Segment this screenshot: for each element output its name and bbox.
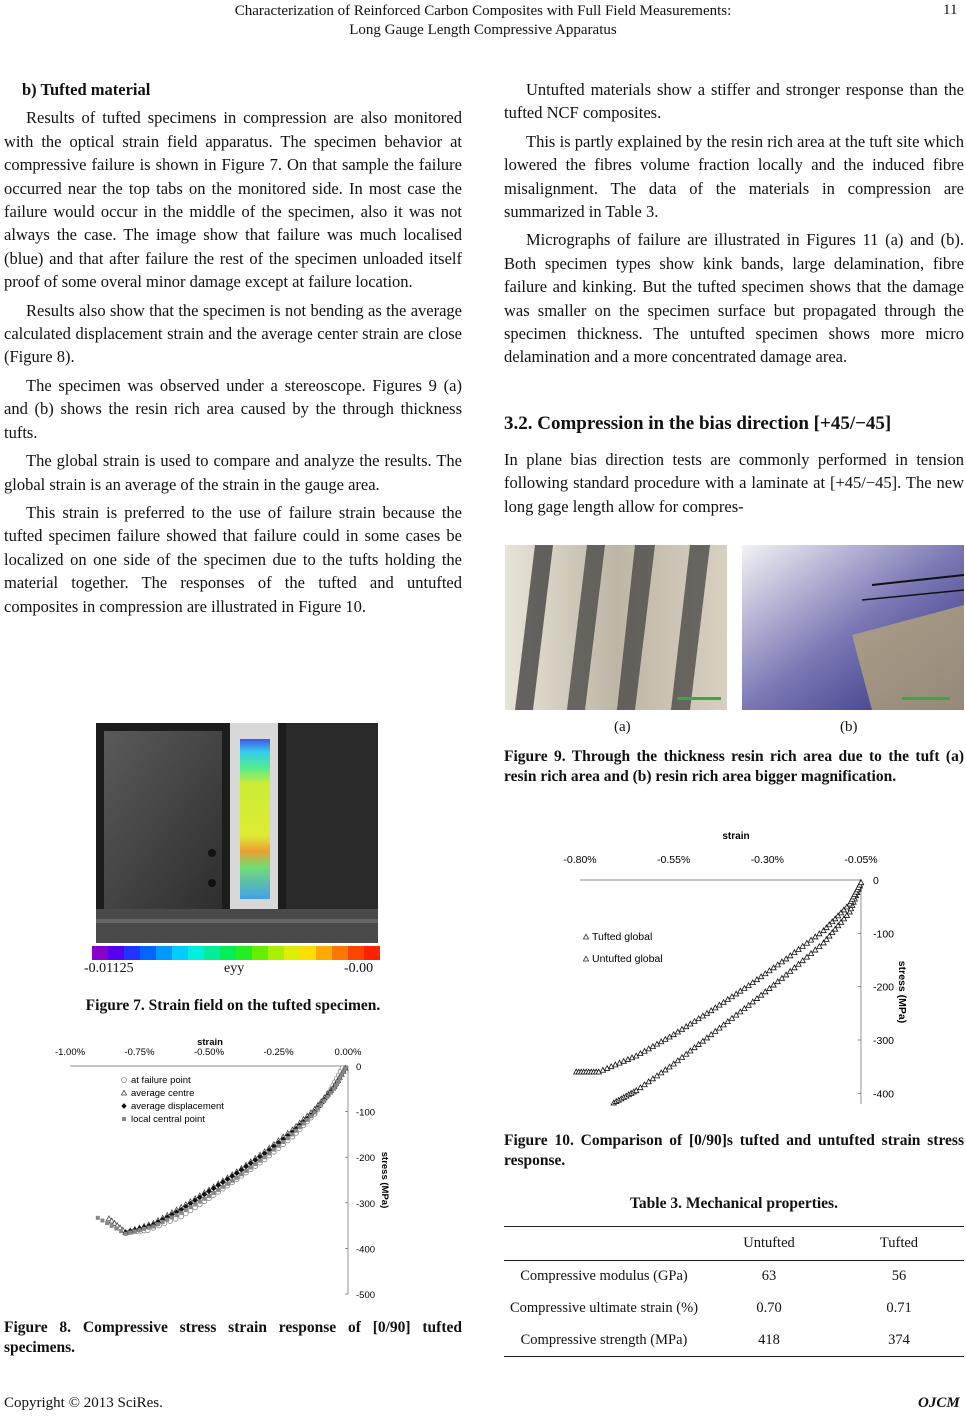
x-tick-label: 0.00% — [334, 1047, 362, 1058]
data-point — [133, 1229, 137, 1233]
table-row — [504, 1325, 964, 1357]
data-point — [221, 1185, 225, 1189]
y-tick-label: 0 — [356, 1062, 362, 1073]
figure7-caption: Figure 7. Strain field on the tufted specimen. — [85, 997, 381, 1014]
data-point — [165, 1218, 169, 1222]
figure9a-label: (a) — [614, 719, 631, 735]
x-tick-label: -0.25% — [263, 1047, 294, 1058]
data-point — [216, 1188, 220, 1192]
data-point — [122, 1103, 127, 1108]
data-point — [322, 1099, 326, 1103]
table-cell: Compressive strength (MPa) — [520, 1331, 688, 1348]
data-point — [316, 1107, 320, 1111]
footer-journal: OJCM — [918, 1395, 960, 1411]
legend-entry: Untufted global — [592, 953, 663, 965]
table-cell: Compressive modulus (GPa) — [520, 1268, 688, 1285]
figure8-chart — [54, 1036, 400, 1302]
data-point — [121, 1090, 126, 1095]
y-tick-label: -200 — [873, 981, 895, 994]
color-scale-bar — [92, 946, 380, 960]
data-point — [858, 880, 863, 885]
paragraph: Untufted materials show a stiffer and stronger response than the tufted NCF composites. — [504, 80, 964, 123]
y-axis-label: stress (MPa) — [896, 960, 908, 1024]
x-tick-label: -0.80% — [563, 854, 597, 866]
data-point — [305, 1118, 309, 1122]
paragraph: Results also show that the specimen is not bending as the average calculated displacement strain and the average center strain are close (Figure 8). — [4, 300, 462, 367]
x-tick-label: -0.50% — [193, 1047, 225, 1058]
table3-caption: Table 3. Mechanical properties. — [630, 1195, 838, 1212]
paragraph: This strain is preferred to the use of failure strain because the tufted specimen failure showed that failure could in some cases be localized on one side of the specimen due to the tufts holding the material together. The responses of the tufted and untufted composites in compression are illustrated in Figure 10. — [4, 502, 462, 616]
data-point — [96, 1216, 100, 1220]
table-header-row — [504, 1227, 964, 1261]
table-cell: 63 — [761, 1268, 777, 1285]
table-header-cell: Tufted — [879, 1235, 919, 1251]
figure10-caption: Figure 10. Comparison of [0/90]s tufted and untufted strain stress response. — [504, 1132, 964, 1169]
table3 — [504, 1226, 964, 1357]
left-column — [4, 78, 462, 623]
data-point — [184, 1208, 188, 1212]
data-point — [175, 1213, 179, 1217]
data-point — [188, 1205, 192, 1209]
y-tick-label: -100 — [873, 928, 895, 941]
data-point — [309, 1114, 313, 1118]
figure9-caption: Figure 9. Through the thickness resin rich area due to the tuft (a) resin rich area and (b) resin rich area bigger magnification. — [504, 748, 964, 785]
data-point — [128, 1231, 132, 1235]
figure9b-micrograph — [742, 545, 964, 710]
data-point — [110, 1224, 114, 1228]
data-point — [583, 956, 588, 961]
table-cell: 0.71 — [886, 1300, 912, 1316]
data-point — [253, 1162, 257, 1166]
y-axis-label: stress (MPa) — [379, 1151, 390, 1209]
y-tick-label: -400 — [873, 1088, 895, 1101]
data-point — [122, 1078, 127, 1083]
legend-entry: local central point — [131, 1114, 205, 1125]
data-point — [249, 1165, 253, 1169]
x-tick-label: -0.75% — [124, 1047, 155, 1058]
x-tick-label: -1.00% — [54, 1047, 86, 1058]
right-column-top — [504, 78, 964, 374]
figure7-photo — [96, 723, 378, 943]
table-header-cell — [504, 1227, 704, 1261]
data-point — [338, 1077, 342, 1081]
paragraph: This is partly explained by the resin rich area at the tuft site which lowered the fibres volume fraction locally and the induced fibre misalignment. The data of the materials in compression are summarized in Table 3. — [504, 131, 964, 222]
data-point — [138, 1228, 142, 1232]
data-point — [286, 1136, 290, 1140]
figure9a-micrograph — [505, 545, 727, 710]
data-point — [105, 1221, 109, 1225]
table-cell: 0.70 — [756, 1300, 782, 1316]
data-point — [161, 1220, 165, 1224]
paragraph: In plane bias direction tests are commonly performed in tension following standard procedure with a laminate at [+45/−45]. The new long gage length allow for compres- — [504, 450, 964, 516]
data-point — [122, 1117, 126, 1121]
data-point — [179, 1211, 183, 1215]
figure10-chart — [556, 824, 926, 1114]
y-tick-label: -500 — [356, 1290, 376, 1301]
data-point — [119, 1229, 123, 1233]
data-point — [198, 1200, 202, 1204]
data-point — [298, 1125, 302, 1129]
data-point — [267, 1151, 271, 1155]
data-point — [332, 1087, 336, 1091]
paragraph: Results of tufted specimens in compression are also monitored with the optical strain field apparatus. The specimen behavior at compressive failure is shown in Figure 7. On that sample the failure occurred near the top tabs on the monitored side. In most case the failure would occur in the middle of the specimen, also it was not always the case. The image show that failure was much localised (blue) and that after failure the rest of the specimen unloaded itself proof of some overal minor damage except at failure location. — [4, 108, 462, 292]
table-row — [504, 1293, 964, 1325]
x-axis-label: strain — [197, 1037, 223, 1048]
table-header-cell: Untufted — [743, 1235, 795, 1251]
data-point — [244, 1169, 248, 1173]
table-cell: 418 — [758, 1331, 780, 1348]
data-point — [290, 1132, 294, 1136]
right-column-mid — [504, 448, 964, 523]
data-point — [326, 1095, 330, 1099]
data-point — [329, 1091, 333, 1095]
y-tick-label: -100 — [356, 1107, 376, 1119]
data-point — [583, 934, 588, 939]
paragraph: The specimen was observed under a stereoscope. Figures 9 (a) and (b) shows the resin rich area caused by the through thickness tufts. — [4, 375, 462, 442]
data-point — [100, 1219, 104, 1223]
x-axis-label: strain — [722, 831, 750, 842]
data-point — [258, 1159, 262, 1163]
data-point — [294, 1129, 298, 1133]
data-point — [313, 1111, 317, 1115]
data-point — [151, 1225, 155, 1229]
section-title-bias: 3.2. Compression in the bias direction [+45/−45] — [504, 413, 892, 434]
data-point — [202, 1197, 206, 1201]
paragraph: Micrographs of failure are illustrated in Figures 11 (a) and (b). Both specimen types show kink bands, large delamination, fibre failure and kinking. But the tufted specimen shows that the damage was smaller on the specimen surface but propagated through the specimen thickness. The untufted specimen shows more micro delamination and a more concentrated damage area. — [504, 230, 964, 367]
y-tick-label: -200 — [356, 1153, 376, 1165]
data-point — [114, 1226, 118, 1230]
scale-min-label: -0.01125 — [84, 961, 134, 976]
data-point — [263, 1155, 267, 1159]
data-point — [239, 1172, 243, 1176]
table-cell: 374 — [888, 1331, 910, 1348]
x-tick-label: -0.05% — [844, 854, 878, 866]
data-point — [156, 1222, 160, 1226]
y-tick-label: 0 — [873, 875, 879, 887]
figure9b-label: (b) — [840, 719, 858, 735]
y-tick-label: -300 — [356, 1198, 376, 1210]
data-point — [235, 1176, 239, 1180]
data-point — [193, 1202, 197, 1206]
running-header-line1: Characterization of Reinforced Carbon Composites with Full Field Measurements: — [234, 3, 732, 19]
page-number: 11 — [943, 2, 958, 18]
strain-field-image — [96, 723, 378, 943]
figure8-caption: Figure 8. Compressive stress strain response of [0/90] tufted specimens. — [4, 1319, 462, 1356]
data-point — [147, 1226, 151, 1230]
data-point — [334, 1083, 338, 1087]
data-point — [230, 1179, 234, 1183]
scale-max-label: -0.00 — [344, 961, 374, 976]
data-point — [124, 1232, 128, 1236]
data-point — [170, 1215, 174, 1219]
running-header-line2: Long Gauge Length Compressive Apparatus — [349, 22, 617, 38]
legend-entry: at failure point — [131, 1075, 191, 1086]
data-point — [281, 1140, 285, 1144]
legend-entry: average centre — [131, 1088, 195, 1099]
data-point — [302, 1121, 306, 1125]
y-tick-label: -300 — [873, 1035, 895, 1047]
section-title-tufted: b) Tufted material — [22, 80, 151, 99]
scale-variable-label: eyy — [224, 961, 245, 976]
table-row — [504, 1261, 964, 1293]
legend-entry: average displacement — [131, 1101, 224, 1112]
data-point — [336, 1080, 340, 1084]
table-cell: 56 — [891, 1268, 907, 1285]
properties-table — [504, 1226, 964, 1357]
y-tick-label: -400 — [356, 1244, 376, 1256]
data-point — [277, 1144, 281, 1148]
data-point — [142, 1227, 146, 1231]
footer-copyright: Copyright © 2013 SciRes. — [4, 1395, 163, 1411]
data-point — [212, 1191, 216, 1195]
data-point — [341, 1070, 345, 1074]
data-point — [207, 1194, 211, 1198]
data-point — [272, 1148, 276, 1152]
paragraph: The global strain is used to compare and analyze the results. The global strain is an average of the strain in the gauge area. — [4, 451, 462, 494]
x-tick-label: -0.55% — [657, 854, 691, 866]
x-tick-label: -0.30% — [750, 854, 784, 866]
data-point — [343, 1066, 347, 1070]
data-point — [319, 1103, 323, 1107]
table-cell: Compressive ultimate strain (%) — [509, 1300, 699, 1316]
data-point — [340, 1073, 344, 1077]
legend-entry: Tufted global — [592, 931, 653, 943]
data-point — [226, 1182, 230, 1186]
